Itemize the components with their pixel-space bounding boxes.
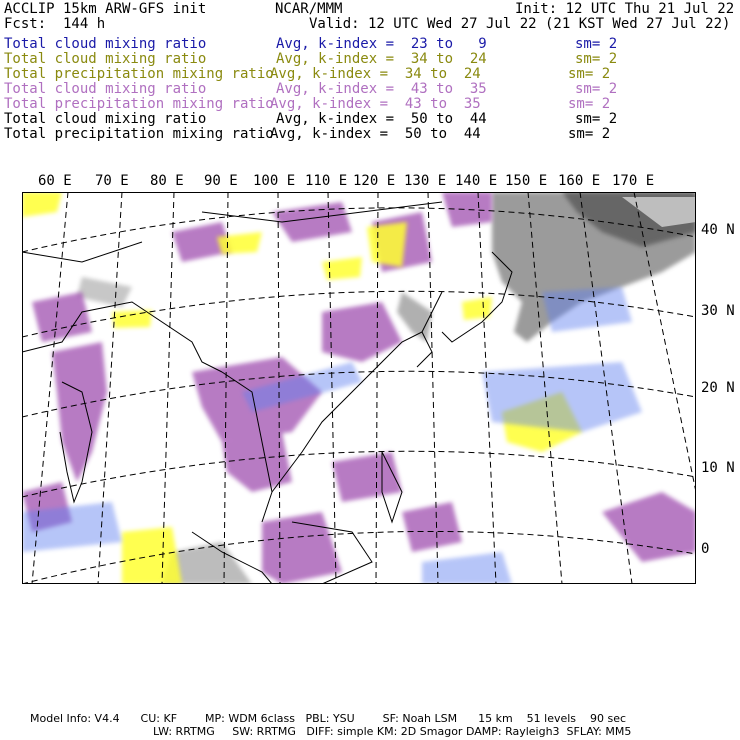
legend-sm: sm= 2	[568, 96, 611, 112]
lat-label: 0	[701, 541, 710, 557]
legend-avg: Avg, k-index = 34 to 24	[270, 66, 481, 82]
lat-label: 10 N	[701, 460, 735, 476]
model-info-line1: Model Info: V4.4 CU: KF MP: WDM 6class PBL: YSU SF: Noah LSM 15 km 51 levels 90 sec	[30, 712, 627, 725]
title-left: ACCLIP 15km ARW-GFS init	[4, 1, 207, 17]
legend-field: Total cloud mixing ratio	[4, 36, 207, 52]
lon-label: 170 E	[612, 173, 655, 189]
legend-avg: Avg, k-index = 23 to 9	[276, 36, 487, 52]
lon-label: 100 E	[253, 173, 296, 189]
lon-label: 150 E	[505, 173, 548, 189]
valid-time: Valid: 12 UTC Wed 27 Jul 22 (21 KST Wed 27 Jul 22)	[309, 16, 731, 32]
lon-label: 130 E	[404, 173, 447, 189]
legend-avg: Avg, k-index = 50 to 44	[270, 126, 481, 142]
forecast-hour: Fcst: 144 h	[4, 16, 106, 32]
legend-sm: sm= 2	[568, 66, 611, 82]
legend-field: Total cloud mixing ratio	[4, 81, 207, 97]
lat-label: 20 N	[701, 380, 735, 396]
legend-field: Total cloud mixing ratio	[4, 51, 207, 67]
init-time: Init: 12 UTC Thu 21 Jul 22	[515, 1, 735, 17]
legend-avg: Avg, k-index = 50 to 44	[276, 111, 487, 127]
legend-field: Total precipitation mixing ratio	[4, 96, 274, 112]
lon-label: 160 E	[558, 173, 601, 189]
lon-label: 80 E	[150, 173, 184, 189]
legend-sm: sm= 2	[575, 111, 618, 127]
legend-avg: Avg, k-index = 43 to 35	[270, 96, 481, 112]
lat-label: 30 N	[701, 303, 735, 319]
legend-sm: sm= 2	[575, 81, 618, 97]
lon-label: 60 E	[38, 173, 72, 189]
lon-label: 90 E	[204, 173, 238, 189]
legend-field: Total cloud mixing ratio	[4, 111, 207, 127]
lon-label: 70 E	[95, 173, 129, 189]
legend-sm: sm= 2	[575, 51, 618, 67]
legend-avg: Avg, k-index = 43 to 35	[276, 81, 487, 97]
legend-sm: sm= 2	[575, 36, 618, 52]
lon-label: 120 E	[353, 173, 396, 189]
legend-field: Total precipitation mixing ratio	[4, 66, 274, 82]
legend-field: Total precipitation mixing ratio	[4, 126, 274, 142]
lon-label: 110 E	[305, 173, 348, 189]
lon-label: 140 E	[455, 173, 498, 189]
legend-avg: Avg, k-index = 34 to 24	[276, 51, 487, 67]
lat-label: 40 N	[701, 222, 735, 238]
title-center: NCAR/MMM	[275, 1, 343, 17]
model-info-line2: LW: RRTMG SW: RRTMG DIFF: simple KM: 2D Smagor DAMP: Rayleigh3 SFLAY: MM5	[153, 725, 632, 738]
legend-sm: sm= 2	[568, 126, 611, 142]
forecast-map	[22, 192, 696, 584]
